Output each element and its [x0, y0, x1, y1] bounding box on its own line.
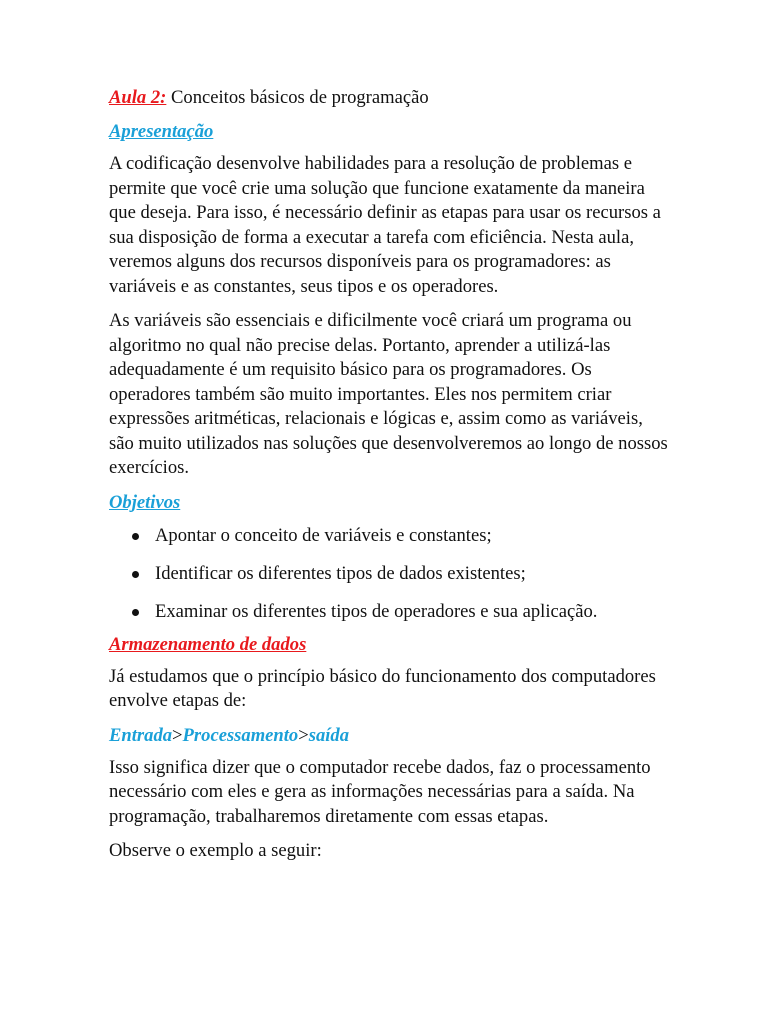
- list-item: [109, 523, 669, 549]
- flow-step-processamento: Processamento: [182, 724, 299, 746]
- bullet-icon: [132, 609, 139, 616]
- apresentacao-paragraph-1: A codificação desenvolve habilidades para a resolução de problemas e permite que você crie uma solução que funcione exatamente da maneira que deseja. Para isso, é necessário definir as etapas para usar os recursos a sua disposição de forma a executar a tarefa com eficiência. Nesta aula, veremos alguns dos recursos disponíveis para os programadores: as variáveis e as constantes, seus tipos e os operadores.: [109, 153, 661, 297]
- bullet-icon: [132, 533, 139, 540]
- armazenamento-intro: Já estudamos que o princípio básico do funcionamento dos computadores envolve etapas de:: [109, 665, 656, 711]
- objetivos-list: [109, 523, 669, 625]
- objetivo-text: Apontar o conceito de variáveis e constantes;: [155, 524, 492, 546]
- apresentacao-paragraph-2: As variáveis são essenciais e dificilmente você criará um programa ou algoritmo no qual não precise delas. Portanto, aprender a utilizá-las adequadamente é um requisito básico para os programadores. Os operadores também são muito importantes. Eles nos permitem criar expressões aritméticas, relacionais e lógicas e, assim como as variáveis, são muito utilizados nas soluções que desenvolveremos ao longo de nossos exercícios.: [109, 310, 668, 478]
- flow-step-entrada: Entrada: [109, 724, 173, 746]
- objetivo-text: Examinar os diferentes tipos de operadores e sua aplicação.: [155, 600, 598, 622]
- observe-line: Observe o exemplo a seguir:: [109, 840, 322, 861]
- armazenamento-paragraph: Isso significa dizer que o computador recebe dados, faz o processamento necessário com eles e gera as informações necessárias para a saída. Na programação, trabalharemos diretamente com essas etapas.: [109, 756, 651, 827]
- lesson-label: Aula 2:: [109, 87, 167, 108]
- section-heading-objetivos: Objetivos: [109, 491, 181, 513]
- section-heading-apresentacao: Apresentação: [109, 121, 214, 142]
- list-item: [109, 561, 669, 587]
- list-item: [109, 599, 669, 625]
- bullet-icon: [132, 571, 139, 578]
- flow-line: [109, 722, 669, 750]
- lesson-title: Conceitos básicos de programação: [171, 87, 429, 108]
- flow-separator: >: [172, 724, 183, 746]
- section-heading-armazenamento: Armazenamento de dados: [109, 633, 307, 655]
- flow-separator: >: [298, 724, 309, 746]
- flow-step-saida: saída: [308, 724, 350, 746]
- document-page: [109, 84, 669, 864]
- lesson-title-line: [109, 84, 669, 112]
- objetivo-text: Identificar os diferentes tipos de dados existentes;: [155, 562, 526, 584]
